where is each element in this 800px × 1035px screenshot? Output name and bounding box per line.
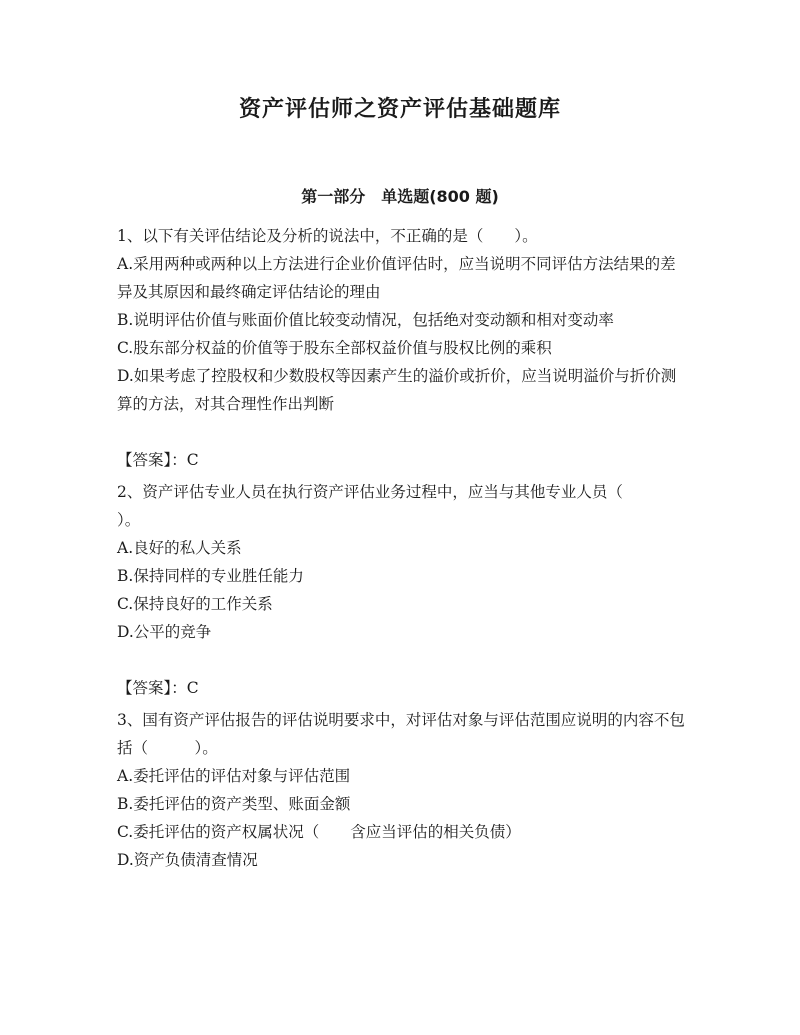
question-1 xyxy=(117,222,687,474)
option-b: B.说明评估价值与账面价值比较变动情况，包括绝对变动额和相对变动率 xyxy=(117,311,614,329)
question-3 xyxy=(117,706,687,874)
option-b: B.保持同样的专业胜任能力 xyxy=(117,567,304,585)
answer-text: 【答案】：C xyxy=(117,451,199,469)
option-a: A.采用两种或两种以上方法进行企业价值评估时，应当说明不同评估方法结果的差异及其原因和最终确定评估结论的理由 xyxy=(117,255,676,301)
option-a: A.良好的私人关系 xyxy=(117,539,242,557)
option-c: C.股东部分权益的价值等于股东全部权益价值与股权比例的乘积 xyxy=(117,339,552,357)
answer-text: 【答案】：C xyxy=(117,679,199,697)
option-b: B.委托评估的资产类型、账面金额 xyxy=(117,795,351,813)
option-d: D.资产负债清查情况 xyxy=(117,851,258,869)
option-d: D.如果考虑了控股权和少数股权等因素产生的溢价或折价，应当说明溢价与折价测算的方法，对其合理性作出判断 xyxy=(117,367,677,413)
question-stem: 3、国有资产评估报告的评估说明要求中，对评估对象与评估范围应说明的内容不包括（ ）。 xyxy=(117,711,685,757)
option-d: D.公平的竞争 xyxy=(117,623,212,641)
question-list xyxy=(117,222,687,874)
question-stem: 1、以下有关评估结论及分析的说法中，不正确的是（ ）。 xyxy=(117,227,538,245)
section-title: 第一部分 单选题(800 题) xyxy=(301,187,499,206)
question-stem: 2、资产评估专业人员在执行资产评估业务过程中，应当与其他专业人员（ ）。 xyxy=(117,483,670,529)
question-2 xyxy=(117,478,687,702)
option-c: C.保持良好的工作关系 xyxy=(117,595,273,613)
document-title: 资产评估师之资产评估基础题库 xyxy=(238,97,561,122)
option-a: A.委托评估的评估对象与评估范围 xyxy=(117,767,351,785)
option-c: C.委托评估的资产权属状况（ 含应当评估的相关负债） xyxy=(117,823,521,841)
